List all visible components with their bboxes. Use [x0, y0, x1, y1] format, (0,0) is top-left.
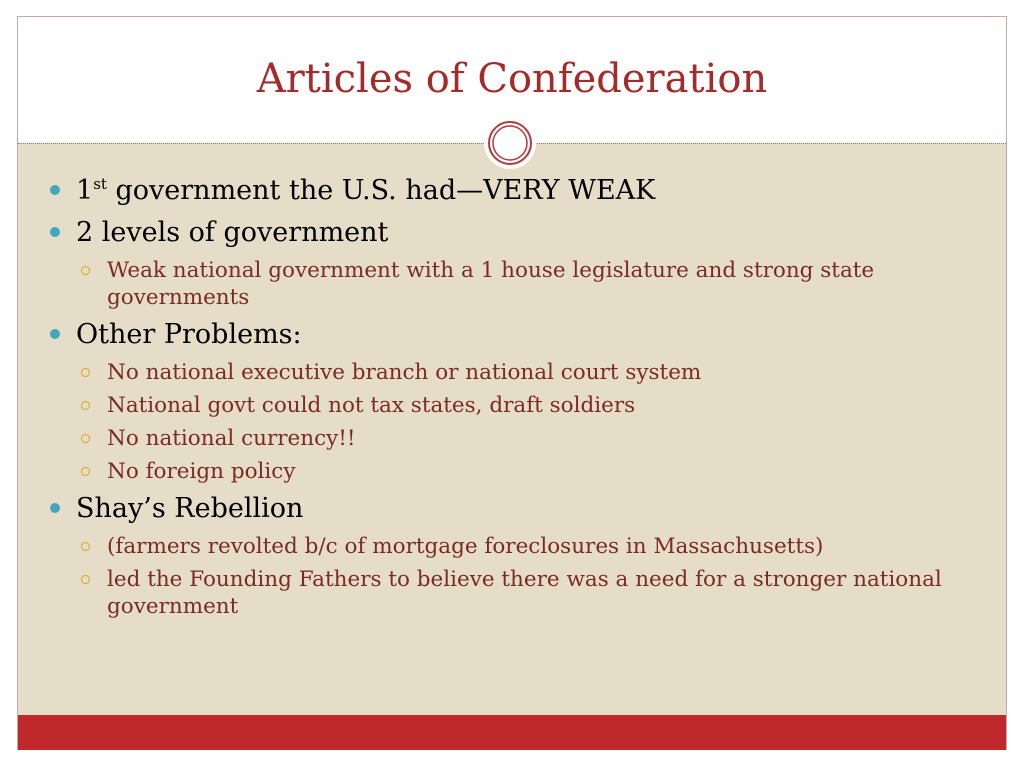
sub-bullet-text: Weak national government with a 1 house legislature and strong state governments [107, 258, 875, 310]
bullet-text: Other Problems: [76, 319, 302, 350]
sub-bullet-no-currency [48, 425, 968, 452]
circle-ornament-icon [483, 116, 537, 170]
slide [17, 16, 1007, 750]
bullet-levels-of-government [48, 215, 968, 251]
bullet-ring-icon [81, 266, 90, 275]
footer-bar [18, 715, 1006, 750]
sub-bullet-text: (farmers revolted b/c of mortgage foreclosures in Massachusetts) [107, 534, 824, 559]
bullet-ring-icon [81, 467, 90, 476]
bullet-dot-icon [50, 185, 60, 195]
sub-bullet-no-executive [48, 359, 968, 386]
sub-bullet-text: National govt could not tax states, draft soldiers [107, 393, 636, 418]
bullet-text-prefix: 1 [76, 175, 94, 206]
sub-bullet-text: led the Founding Fathers to believe there was a need for a stronger national government [107, 567, 942, 619]
bullet-first-government [48, 173, 968, 209]
bullet-ring-icon [81, 368, 90, 377]
sub-bullet-no-tax [48, 392, 968, 419]
bullet-dot-icon [50, 227, 60, 237]
bullet-ring-icon [81, 434, 90, 443]
sub-bullet-founding-fathers [48, 566, 968, 620]
bullet-shays-rebellion [48, 491, 968, 527]
bullet-superscript: st [93, 175, 107, 193]
sub-bullet-text: No foreign policy [107, 459, 296, 484]
sub-bullet-text: No national currency!! [107, 426, 356, 451]
bullet-dot-icon [50, 503, 60, 513]
slide-title: Articles of Confederation [256, 56, 768, 102]
bullet-dot-icon [50, 329, 60, 339]
sub-bullet-text: No national executive branch or national court system [107, 360, 702, 385]
slide-body [48, 173, 968, 626]
bullet-ring-icon [81, 401, 90, 410]
bullet-ring-icon [81, 575, 90, 584]
sub-bullet-weak-national-government [48, 257, 968, 311]
bullet-other-problems [48, 317, 968, 353]
bullet-text: government the U.S. had—VERY WEAK [106, 175, 656, 206]
bullet-text: 2 levels of government [76, 217, 389, 248]
sub-bullet-no-foreign-policy [48, 458, 968, 485]
sub-bullet-farmers-revolted [48, 533, 968, 560]
bullet-text: Shay’s Rebellion [76, 493, 304, 524]
bullet-ring-icon [81, 542, 90, 551]
